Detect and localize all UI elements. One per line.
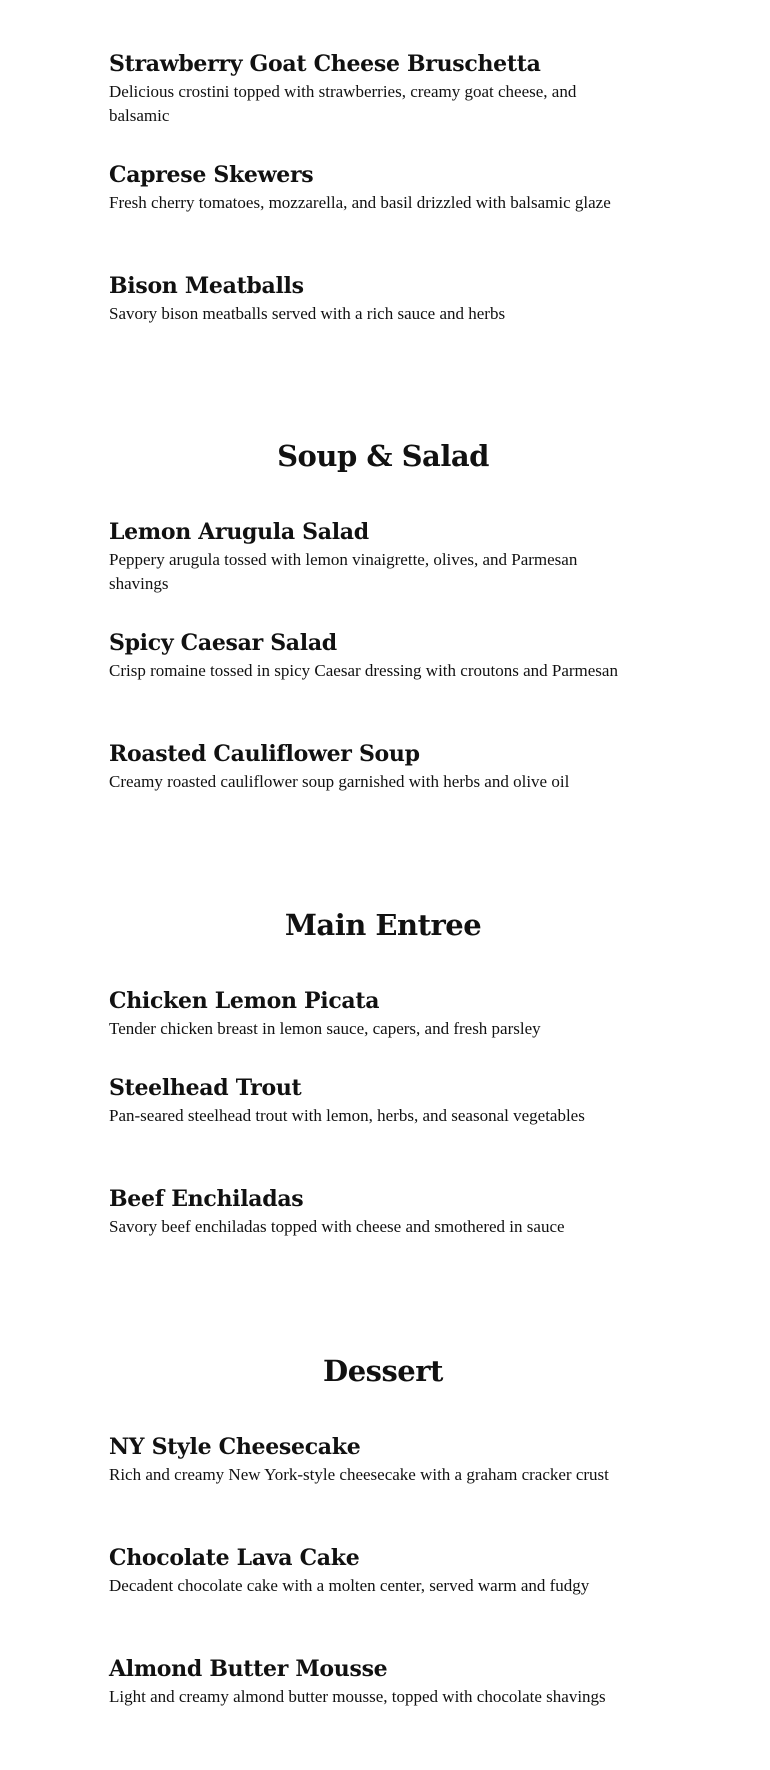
item-name: Steelhead Trout [109, 1075, 302, 1101]
menu-item [109, 1185, 629, 1239]
menu-item [109, 272, 629, 326]
item-name: Roasted Cauliflower Soup [109, 741, 420, 767]
section-title: Soup & Salad [277, 439, 489, 473]
section-main-entree [109, 905, 769, 1236]
item-name: Strawberry Goat Cheese Bruschetta [109, 51, 541, 77]
section-soup-salad [109, 436, 769, 791]
menu-item [109, 518, 629, 596]
item-description: Savory beef enchiladas topped with cheese and smothered in sauce [109, 1217, 565, 1236]
section-dessert [109, 1351, 769, 1706]
item-description: Decadent chocolate cake with a molten center, served warm and fudgy [109, 1576, 590, 1595]
menu-item [109, 1074, 629, 1128]
item-name: NY Style Cheesecake [109, 1434, 361, 1460]
item-description: Fresh cherry tomatoes, mozzarella, and basil drizzled with balsamic glaze [109, 193, 611, 212]
item-description: Delicious crostini topped with strawberries, creamy goat cheese, and balsamic [109, 82, 577, 125]
menu-item [109, 1433, 629, 1487]
item-name: Bison Meatballs [109, 273, 304, 299]
item-description: Rich and creamy New York-style cheesecake with a graham cracker crust [109, 1465, 609, 1484]
item-name: Chocolate Lava Cake [109, 1545, 360, 1571]
item-name: Chicken Lemon Picata [109, 988, 380, 1014]
item-name: Almond Butter Mousse [109, 1656, 388, 1682]
item-description: Light and creamy almond butter mousse, topped with chocolate shavings [109, 1687, 606, 1706]
menu-item [109, 987, 629, 1041]
item-name: Lemon Arugula Salad [109, 519, 369, 545]
menu-item [109, 1655, 629, 1709]
item-description: Creamy roasted cauliflower soup garnished with herbs and olive oil [109, 772, 570, 791]
section-title: Main Entree [284, 908, 482, 942]
menu-item [109, 740, 629, 794]
menu-item [109, 629, 629, 683]
menu-item [109, 161, 629, 215]
item-description: Crisp romaine tossed in spicy Caesar dressing with croutons and Parmesan [109, 661, 618, 680]
item-description: Pan-seared steelhead trout with lemon, herbs, and seasonal vegetables [109, 1106, 585, 1125]
section-title: Dessert [323, 1354, 443, 1388]
item-name: Beef Enchiladas [109, 1186, 304, 1212]
menu-item [109, 1544, 629, 1598]
item-description: Tender chicken breast in lemon sauce, capers, and fresh parsley [109, 1019, 541, 1038]
item-name: Caprese Skewers [109, 162, 314, 188]
item-description: Peppery arugula tossed with lemon vinaigrette, olives, and Parmesan shavings [109, 550, 578, 593]
item-description: Savory bison meatballs served with a rich sauce and herbs [109, 304, 506, 323]
item-name: Spicy Caesar Salad [109, 630, 337, 656]
menu-item [109, 50, 629, 128]
